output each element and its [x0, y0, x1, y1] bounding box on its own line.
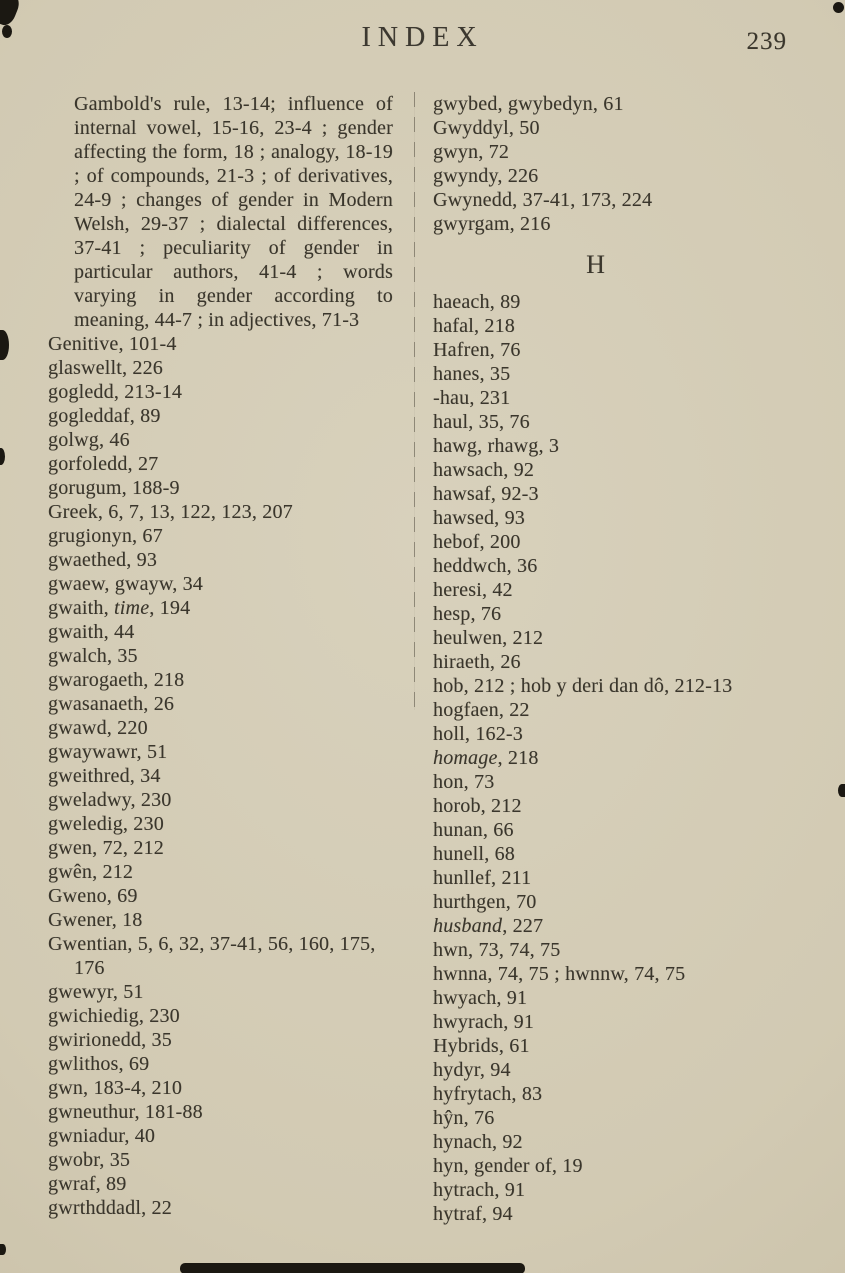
index-entry: gorugum, 188-9	[48, 477, 180, 499]
index-entry: Gwener, 18	[48, 909, 143, 931]
index-entry: Gambold's rule, 13-14; influence of internal vowel, 15-16, 23-4 ; gender affecting the form, 18 ; analogy, 18-19 ; of compounds, 21-3 ; of derivatives, 24-9 ; changes of gender in Modern Welsh, 29-37 ; dialectal differences, 37-41 ; peculiarity of gender in particular authors, 41-4 ; words varying in gender according to meaning, 44-7 ; in adjectives, 71-3	[74, 93, 393, 331]
index-entry: gwneuthur, 181-88	[48, 1101, 203, 1123]
index-entry: gwrthddadl, 22	[48, 1197, 172, 1219]
index-columns	[48, 92, 813, 1226]
page-number: 239	[746, 28, 787, 55]
index-entry: gorfoledd, 27	[48, 453, 159, 475]
index-entry: Gwyddyl, 50	[433, 117, 540, 139]
index-entry: heresi, 42	[433, 579, 513, 601]
index-entry: hawsed, 93	[433, 507, 525, 529]
index-entry: hanes, 35	[433, 363, 511, 385]
index-entry: gwen, 72, 212	[48, 837, 164, 859]
index-entry: gwasanaeth, 26	[48, 693, 175, 715]
index-entry: glaswellt, 226	[48, 357, 164, 379]
index-entry: hawsach, 92	[433, 459, 535, 481]
index-entry-text: , 194	[149, 597, 191, 619]
index-entry: hynach, 92	[433, 1131, 523, 1153]
index-entry: hogfaen, 22	[433, 699, 530, 721]
index-entry: hyfrytach, 83	[433, 1083, 543, 1105]
index-entry: hydyr, 94	[433, 1059, 511, 1081]
index-entry: hawsaf, 92-3	[433, 483, 539, 505]
index-entry: hytraf, 94	[433, 1203, 513, 1225]
index-entry: hob, 212 ; hob y deri dan dô, 212-13	[433, 675, 733, 697]
index-entry: haul, 35, 76	[433, 411, 530, 433]
index-entry: gwaethed, 93	[48, 549, 158, 571]
index-entry: Gwynedd, 37-41, 173, 224	[433, 189, 653, 211]
index-entry: hŷn, 76	[433, 1107, 495, 1129]
index-entry: gwybed, gwybedyn, 61	[433, 93, 624, 115]
index-entry: gwyrgam, 216	[433, 213, 551, 235]
index-entry: hwnna, 74, 75 ; hwnnw, 74, 75	[433, 963, 686, 985]
index-entry: Hybrids, 61	[433, 1035, 530, 1057]
index-entry: gwraf, 89	[48, 1173, 127, 1195]
index-entry: gwyn, 72	[433, 141, 510, 163]
index-entry: gwichiedig, 230	[48, 1005, 180, 1027]
index-entry-text: gwaith,	[48, 597, 115, 619]
index-entry: hwyrach, 91	[433, 1011, 535, 1033]
index-entry: gwewyr, 51	[48, 981, 144, 1003]
index-entry-italic-text: time	[114, 597, 150, 619]
scan-artifact	[838, 784, 845, 797]
left-column	[48, 92, 393, 1226]
index-entry: hytrach, 91	[433, 1179, 526, 1201]
scan-artifact	[180, 1263, 525, 1273]
index-entry: -hau, 231	[433, 387, 511, 409]
index-entry	[433, 746, 783, 770]
index-entry: Gweno, 69	[48, 885, 138, 907]
index-entry: Gwentian, 5, 6, 32, 37-41, 56, 160, 175, 176	[48, 933, 376, 979]
index-entry: gweithred, 34	[48, 765, 161, 787]
index-entry-text: , 227	[502, 915, 544, 937]
index-entry: gwyndy, 226	[433, 165, 539, 187]
index-entry: hwn, 73, 74, 75	[433, 939, 561, 961]
page-header	[0, 22, 845, 72]
index-entry: Hafren, 76	[433, 339, 521, 361]
index-entry: gweledig, 230	[48, 813, 164, 835]
page-title: INDEX	[361, 22, 484, 53]
index-entry: grugionyn, 67	[48, 525, 163, 547]
index-entry: hon, 73	[433, 771, 495, 793]
index-entry: Greek, 6, 7, 13, 122, 123, 207	[48, 501, 293, 523]
index-entry-italic-text: husband	[433, 915, 503, 937]
index-entry: gwên, 212	[48, 861, 134, 883]
index-entry: haeach, 89	[433, 291, 521, 313]
index-entry: gwobr, 35	[48, 1149, 131, 1171]
index-entry: gwirionedd, 35	[48, 1029, 172, 1051]
index-entry: heulwen, 212	[433, 627, 544, 649]
section-heading: H	[586, 250, 606, 279]
scan-artifact	[0, 1244, 6, 1255]
index-entry: gwawd, 220	[48, 717, 148, 739]
index-entry: hunell, 68	[433, 843, 515, 865]
index-entry	[48, 596, 393, 620]
scan-artifact	[0, 330, 9, 360]
index-entry: hunan, 66	[433, 819, 514, 841]
index-entry: gogledd, 213-14	[48, 381, 183, 403]
index-entry: gweladwy, 230	[48, 789, 172, 811]
index-entry: golwg, 46	[48, 429, 130, 451]
index-entry: gwaywawr, 51	[48, 741, 168, 763]
index-entry-italic-text: homage	[433, 747, 498, 769]
right-column	[433, 92, 783, 1226]
index-entry: holl, 162-3	[433, 723, 523, 745]
index-entry: hawg, rhawg, 3	[433, 435, 560, 457]
index-entry: gwaew, gwayw, 34	[48, 573, 204, 595]
index-entry: hafal, 218	[433, 315, 515, 337]
scan-artifact	[833, 2, 844, 13]
index-entry: hiraeth, 26	[433, 651, 521, 673]
index-entry: horob, 212	[433, 795, 522, 817]
index-entry: heddwch, 36	[433, 555, 538, 577]
index-entry: gwniadur, 40	[48, 1125, 156, 1147]
index-entry: hebof, 200	[433, 531, 521, 553]
index-entry: gwarogaeth, 218	[48, 669, 185, 691]
index-entry: hwyach, 91	[433, 987, 528, 1009]
index-entry	[433, 914, 783, 938]
index-entry: hunllef, 211	[433, 867, 532, 889]
index-entry: hurthgen, 70	[433, 891, 537, 913]
index-entry: hesp, 76	[433, 603, 502, 625]
index-entry: gwlithos, 69	[48, 1053, 150, 1075]
index-entry: hyn, gender of, 19	[433, 1155, 583, 1177]
index-entry: gogleddaf, 89	[48, 405, 161, 427]
index-entry-text: , 218	[497, 747, 539, 769]
index-entry: gwalch, 35	[48, 645, 138, 667]
index-entry: gwn, 183-4, 210	[48, 1077, 183, 1099]
index-entry: gwaith, 44	[48, 621, 135, 643]
index-entry: Genitive, 101-4	[48, 333, 177, 355]
scan-artifact	[0, 448, 5, 465]
